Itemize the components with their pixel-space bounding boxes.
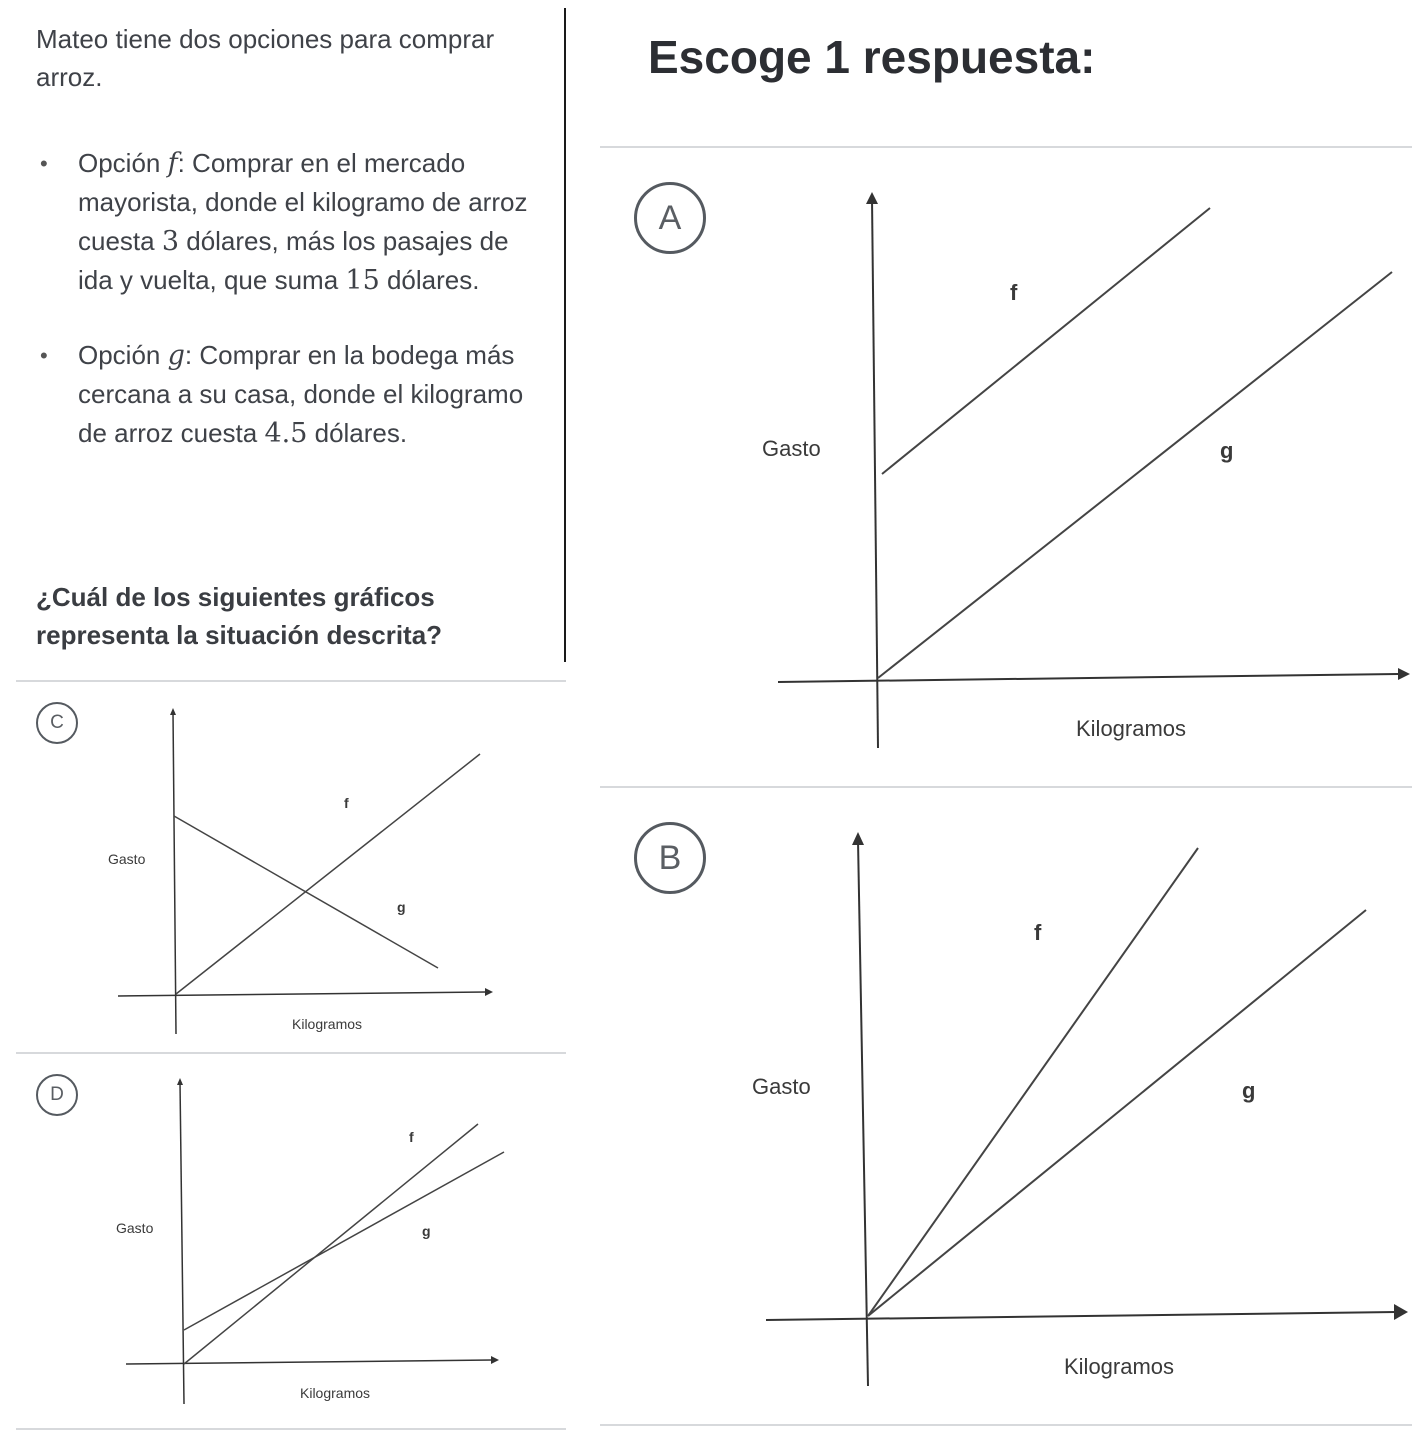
graph-c — [16, 682, 566, 1052]
options-list — [36, 144, 536, 489]
option-g: • Opción g: Comprar en la bodega más cercana a su casa, donde el kilogramo de arroz cuesta 4.5 dólares. — [36, 336, 536, 453]
var-g: g — [167, 340, 185, 371]
graph-d-label-g: g — [422, 1223, 431, 1239]
choice-b-radio[interactable]: B — [634, 822, 706, 894]
choice-d-radio[interactable]: D — [36, 1074, 78, 1116]
graph-a-label-f: f — [1010, 280, 1018, 305]
graph-d-label-f: f — [409, 1129, 414, 1145]
graph-d — [16, 1054, 566, 1428]
divider-b — [600, 1424, 1412, 1426]
answer-header: Escoge 1 respuesta: — [648, 31, 1096, 83]
graph-c-ylabel: Gasto — [108, 851, 146, 867]
graph-d-xlabel: Kilogramos — [300, 1385, 371, 1401]
graph-c-label-g: g — [397, 899, 406, 915]
choice-a-radio[interactable]: A — [634, 182, 706, 254]
graph-b-label-g: g — [1242, 1078, 1256, 1103]
graph-b-xlabel: Kilogramos — [1064, 1354, 1175, 1379]
choice-c[interactable] — [16, 682, 566, 1052]
graph-b — [600, 788, 1412, 1424]
graph-a-ylabel: Gasto — [762, 436, 821, 461]
problem-intro: Mateo tiene dos opciones para comprar arroz. — [36, 24, 495, 92]
divider-left-bottom — [16, 1428, 566, 1430]
var-f: f — [167, 148, 178, 179]
graph-a — [600, 148, 1412, 786]
column-divider — [564, 8, 566, 662]
graph-c-xlabel: Kilogramos — [292, 1016, 363, 1032]
choice-a[interactable] — [600, 148, 1412, 786]
graph-d-ylabel: Gasto — [116, 1220, 154, 1236]
question-text: ¿Cuál de los siguientes gráficos representa la situación descrita? — [36, 582, 443, 650]
graph-b-ylabel: Gasto — [752, 1074, 811, 1099]
choice-d[interactable] — [16, 1054, 566, 1428]
graph-a-xlabel: Kilogramos — [1076, 716, 1187, 741]
choice-c-radio[interactable]: C — [36, 702, 78, 744]
graph-c-label-f: f — [344, 795, 349, 811]
graph-b-label-f: f — [1034, 920, 1042, 945]
choice-b[interactable] — [600, 788, 1412, 1424]
option-f: • Opción f: Comprar en el mercado mayorista, donde el kilogramo de arroz cuesta 3 dólares, más los pasajes de ida y vuelta, que suma 15 dólares. — [36, 144, 536, 300]
graph-a-label-g: g — [1220, 438, 1234, 463]
